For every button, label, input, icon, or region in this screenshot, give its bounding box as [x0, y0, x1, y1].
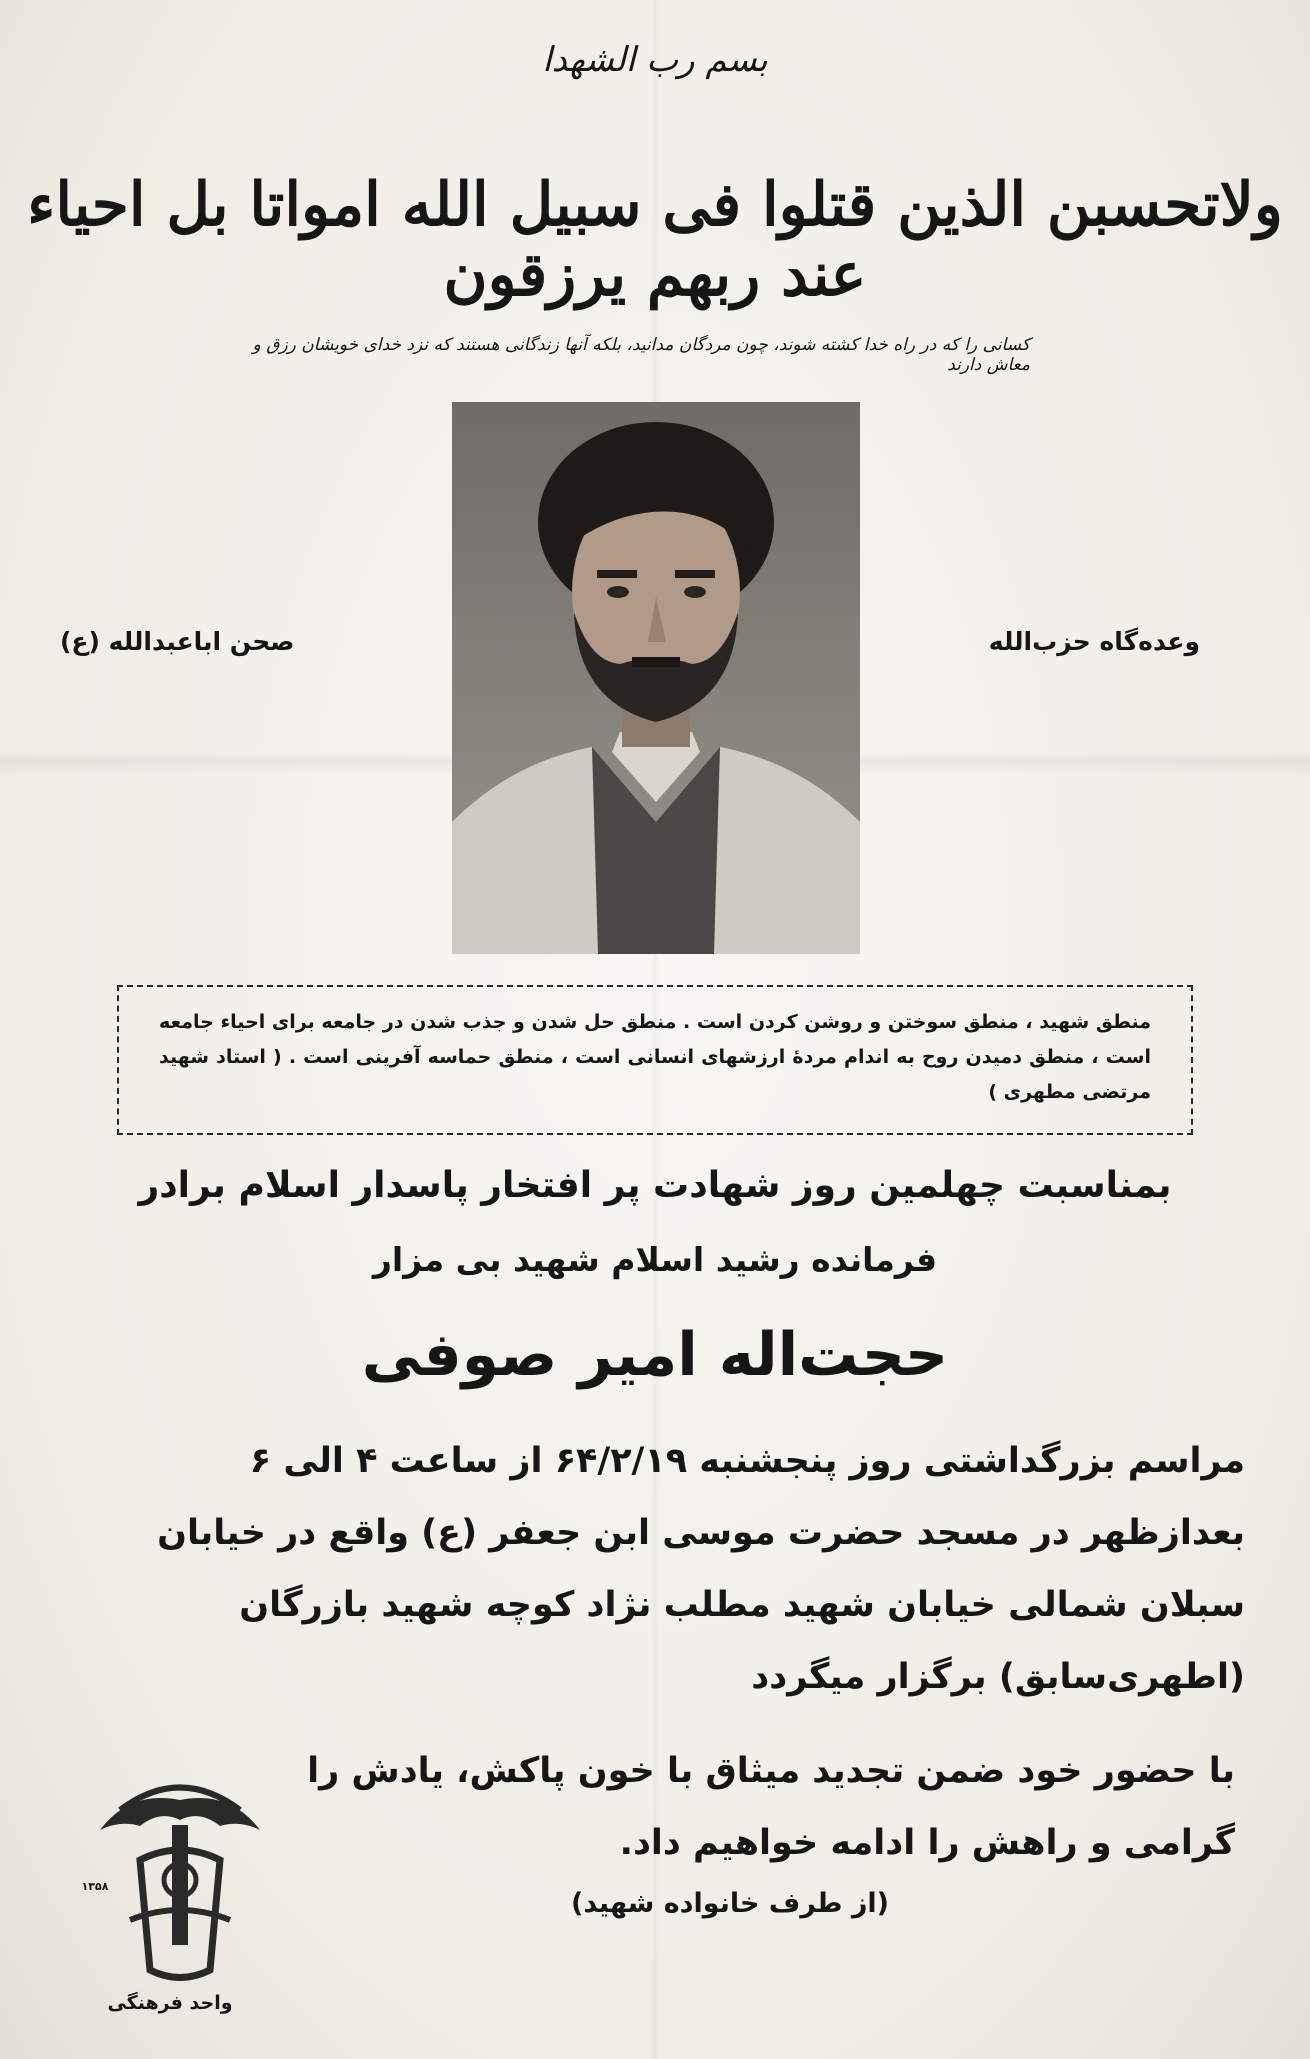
emblem-year: ۱۳۵۸ [81, 1880, 109, 1893]
martyr-name: حجت‌اله امیر صوفی [361, 1320, 949, 1390]
courtyard-label: صحن اباعبدالله (ع) [60, 627, 295, 656]
verse-translation: کسانی را که در راه خدا کشته شوند، چون مردگان مدانید، بلکه آنها زندگانی هستند که نزد خدای خویشان رزق و معاش دارند [252, 335, 1030, 375]
ceremony-details: مراسم بزرگداشتی روز پنجشنبه ۶۴/۲/۱۹ از ساعت ۴ الی ۶ بعدازظهر در مسجد حضرت موسی ابن جعفر (ع) واقع در خیابان سبلان شمالی خیابان شهید مطلب نژاد کوچه شهید بازرگان (اطهری‌سابق) برگزار میگردد [157, 1441, 1245, 1697]
cultural-unit-label: واحد فرهنگی [107, 1992, 233, 2014]
quote-attribution: ( استاد شهید مرتضی مطهری ) [159, 1046, 1151, 1103]
occasion-line: بمناسبت چهلمین روز شهادت پر افتخار پاسدار اسلام برادر [138, 1165, 1172, 1206]
gathering-place-label: وعده‌گاه حزب‌الله [988, 627, 1200, 656]
motahari-quote-box [117, 985, 1193, 1135]
martyr-portrait [452, 402, 860, 954]
family-signature: (از طرف خانواده شهید) [571, 1888, 889, 1919]
commander-line: فرمانده رشید اسلام شهید بی مزار [372, 1240, 938, 1279]
quran-verse: ولاتحسبن الذين قتلوا فی سبیل الله امواتا بل احیاء عند ربهم یرزقون [27, 170, 1283, 310]
sepah-emblem-icon [90, 1770, 270, 1990]
quote-text: منطق شهید ، منطق سوختن و روشن کردن است . منطق حل شدن و جذب شدن در جامعه برای احیاء جامعه است ، منطق دمیدن روح به اندام مردهٔ ارزشهای انسانی است ، منطق حماسه آفرینی است . [159, 1011, 1151, 1068]
closing-statement: با حضور خود ضمن تجدید میثاق با خون پاکش، یادش را گرامی و راهش را ادامه خواهیم داد. [307, 1751, 1235, 1863]
bismillah-heading: بسم رب الشهدا [542, 40, 768, 80]
